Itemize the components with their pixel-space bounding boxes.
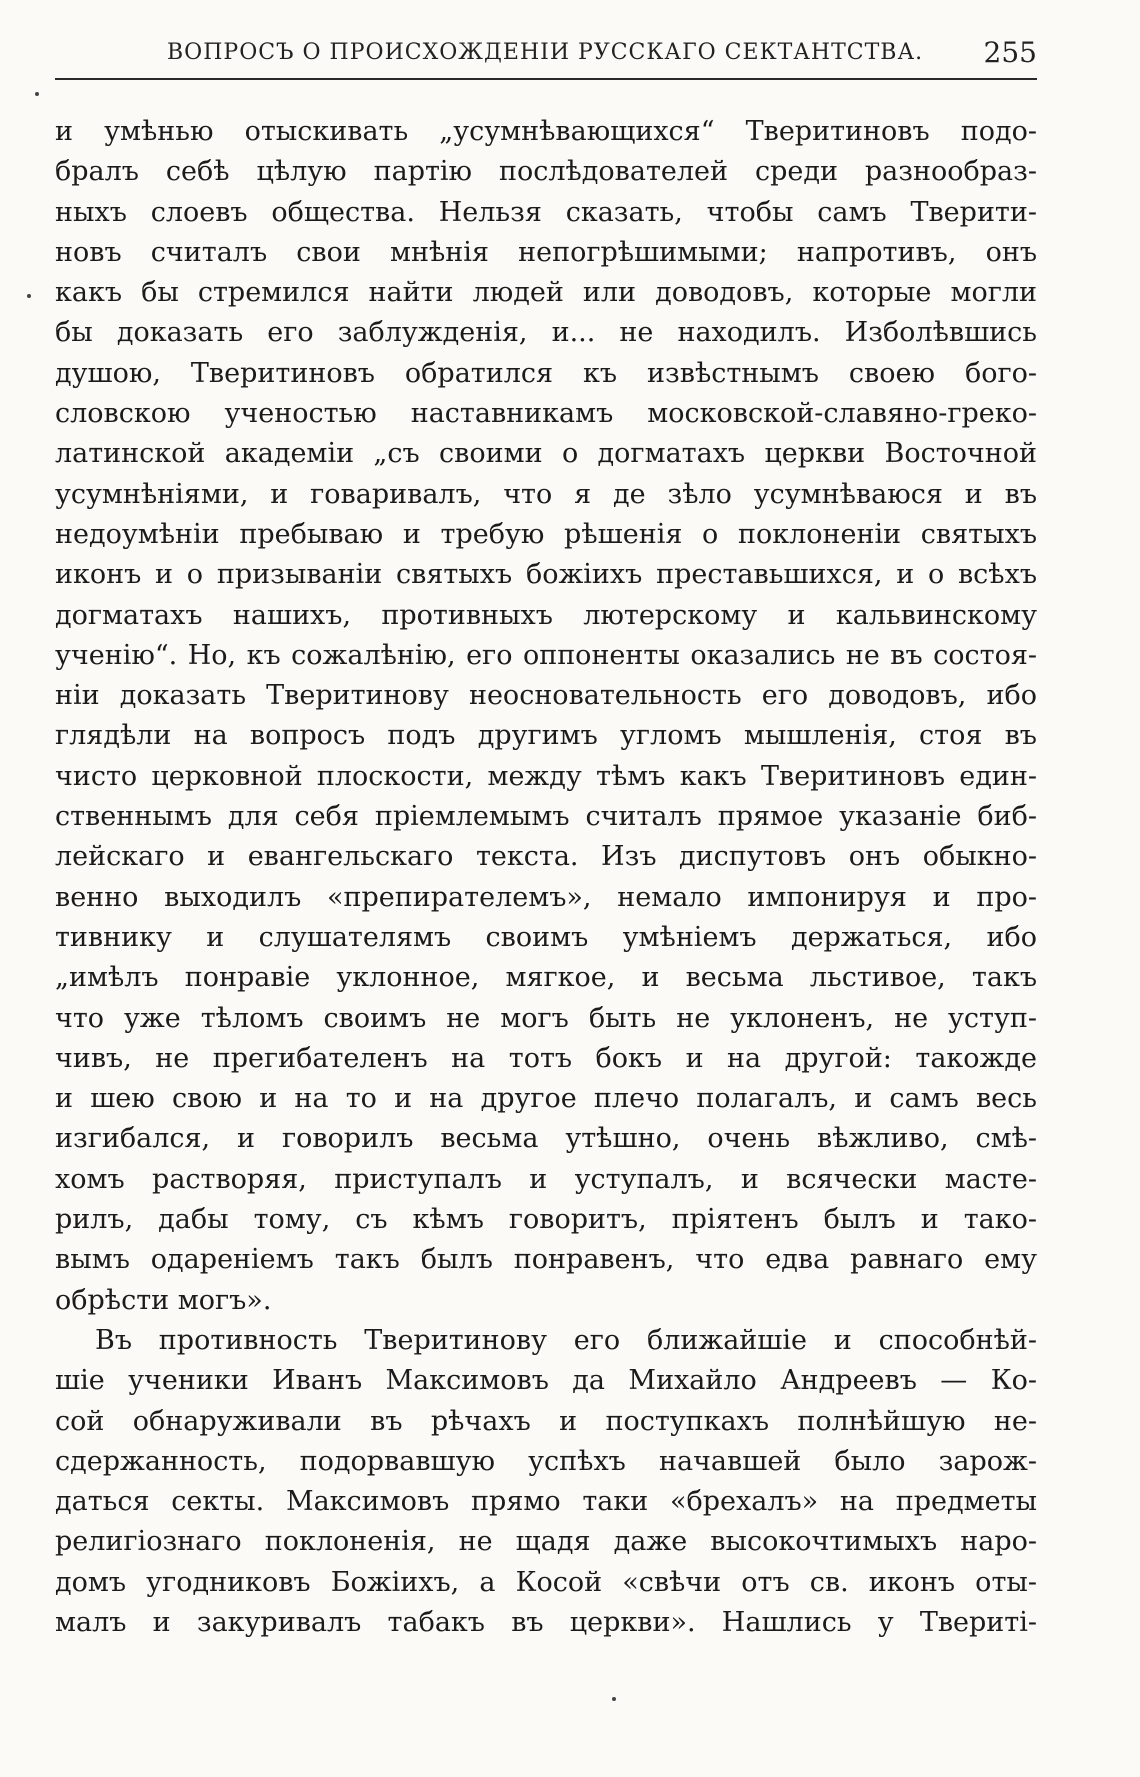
text-line: что уже тѣломъ своимъ не могъ быть не уклоненъ, не уступ- [55,1002,1037,1034]
text-line: усумнѣніями, и говаривалъ, что я де зѣло усумнѣваюся и въ [55,478,1037,510]
text-line: чивъ, не прегибателенъ на тотъ бокъ и на другой: такожде [55,1042,1037,1074]
text-line: сдержанность, подорвавшую успѣхъ начавшей было зарож- [55,1445,1037,1477]
paragraph-last-line: обрѣсти могъ». [55,1284,272,1316]
text-line: недоумѣніи пребываю и требую рѣшенія о поклоненіи святыхъ [55,518,1037,550]
text-line: домъ угодниковъ Божіихъ, а Косой «свѣчи отъ св. иконъ оты- [55,1566,1037,1598]
text-line: венно выходилъ «препирателемъ», немало импонируя и про- [55,881,1037,913]
text-line: бралъ себѣ цѣлую партію послѣдователей среди разнообраз- [55,156,1037,188]
text-line: чисто церковной плоскости, между тѣмъ какъ Тверитиновъ един- [55,760,1037,792]
text-line: вымъ одареніемъ такъ былъ понравенъ, что едва равнаго ему [55,1244,1037,1276]
text-line: какъ бы стремился найти людей или доводовъ, которые могли [55,277,1037,309]
text-line: тивнику и слушателямъ своимъ умѣніемъ держаться, ибо [55,921,1037,953]
print-speck [612,1697,616,1701]
body-text [55,112,1037,1643]
text-line: „имѣлъ понравіе уклонное, мягкое, и весьма льстивое, такъ [55,962,1037,994]
text-line: словскою ученостью наставникамъ московской-славяно-греко- [55,398,1037,430]
page-header [55,30,1037,76]
text-line: латинской академіи „съ своими о догматахъ церкви Восточной [55,438,1037,470]
print-speck [35,92,39,96]
text-line: малъ и закуривалъ табакъ въ церкви». Нашлись у Твериті- [55,1606,1037,1638]
text-line: ученію“. Но, къ сожалѣнію, его оппоненты оказались не въ состоя- [55,639,1037,671]
text-line: новъ считалъ свои мнѣнія непогрѣшимыми; напротивъ, онъ [55,236,1037,268]
print-speck [27,294,31,298]
text-line: религіознаго поклоненія, не щадя даже высокочтимыхъ наро- [55,1526,1037,1558]
text-line: лейскаго и евангельскаго текста. Изъ диспутовъ онъ обыкно- [55,841,1037,873]
text-line: и шею свою и на то и на другое плечо полагалъ, и самъ весь [55,1083,1037,1115]
text-line: рилъ, дабы тому, съ кѣмъ говоритъ, пріятенъ былъ и тако- [55,1204,1037,1236]
text-line: ственнымъ для себя пріемлемымъ считалъ прямое указаніе биб- [55,801,1037,833]
text-line: сой обнаруживали въ рѣчахъ и поступкахъ полнѣйшую не- [55,1405,1037,1437]
paragraph-first-line: Въ противность Тверитинову его ближайшіе и способнѣй- [95,1324,1037,1356]
text-line: ныхъ слоевъ общества. Нельзя сказать, чтобы самъ Тверити- [55,196,1037,228]
running-title: ВОПРОСЪ О ПРОИСХОЖДЕНІИ РУССКАГО СЕКТАНТСТВА. [167,40,924,65]
text-line: шіе ученики Иванъ Максимовъ да Михайло Андреевъ — Ко- [55,1365,1037,1397]
text-line: догматахъ нашихъ, противныхъ лютерскому и кальвинскому [55,599,1037,631]
text-line: ніи доказать Тверитинову неосновательность его доводовъ, ибо [55,680,1037,712]
text-line: хомъ растворяя, приступалъ и уступалъ, и всячески масте- [55,1163,1037,1195]
text-line: даться секты. Максимовъ прямо таки «брехалъ» на предметы [55,1486,1037,1518]
text-line: бы доказать его заблужденія, и... не находилъ. Изболѣвшись [55,317,1037,349]
text-line: глядѣли на вопросъ подъ другимъ угломъ мышленія, стоя въ [55,720,1037,752]
text-line: душою, Тверитиновъ обратился къ извѣстнымъ своею бого- [55,357,1037,389]
text-line: изгибался, и говорилъ весьма утѣшно, очень вѣжливо, смѣ- [55,1123,1037,1155]
text-line: и умѣнью отыскивать „усумнѣвающихся“ Тверитиновъ подо- [55,116,1037,147]
text-line: иконъ и о призываніи святыхъ божіихъ преставьшихся, и о всѣхъ [55,559,1037,591]
header-rule [55,78,1037,80]
page-number: 255 [983,36,1037,69]
